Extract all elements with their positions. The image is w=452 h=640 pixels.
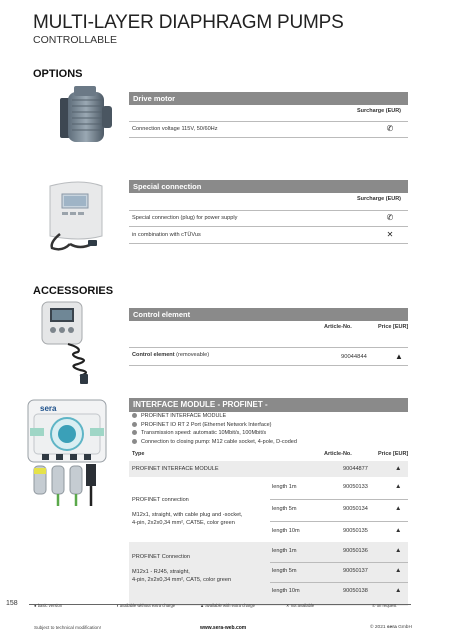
page-title: MULTI-LAYER DIAPHRAGM PUMPS [33,12,344,33]
divider [129,121,408,122]
bullet-icon [132,439,137,444]
divider [270,562,408,563]
extra-charge-icon: ▲ [395,352,403,361]
list-item: Connection to closing pump: M12 cable socket, 4-pole, D-coded [132,438,297,447]
extra-charge-icon: ▲ [395,527,402,534]
length-label: length 10m [272,588,300,594]
special-connection-row [129,228,408,242]
bullet-icon [132,413,137,418]
options-heading: OPTIONS [33,68,83,80]
extra-charge-icon: ▲ [395,505,402,512]
divider [270,499,408,500]
length-label: length 5m [272,568,297,574]
legend-on-request: ✆ on request [372,603,397,608]
divider [129,210,408,211]
divider [129,243,408,244]
page-subtitle: CONTROLLABLE [33,34,118,46]
drive-motor-row-label: Connection voltage 115V, 50/60Hz [132,126,218,132]
length-label: length 1m [272,548,297,554]
extra-charge-icon: ▲ [395,547,402,554]
cross-icon: ✕ [286,603,290,608]
interface-module-label: PROFINET INTERFACE MODULE [132,466,219,472]
group-desc: 4-pin, 2x2x0,34 mm², CAT5, color green [132,577,232,583]
special-connection-row-label: Special connection (plug) for power supply [132,215,238,221]
special-connection-bar: Special connection [129,180,408,193]
page-number: 158 [6,600,18,607]
article-number: 90050135 [343,528,368,534]
half-circle-icon: ◑ [116,603,119,608]
group-title: PROFINET connection [132,497,189,503]
list-item: PROFINET INTERFACE MODULE [132,412,297,421]
control-element-label: Control element (removeable) [132,352,210,358]
list-item: Transmission speed: automatic 10Mbit/s, 100Mbit/s [132,429,297,438]
divider [129,137,408,138]
length-label: length 10m [272,528,300,534]
legend-not-available: ✕ not available [286,603,315,608]
price-head: Price [EUR] [378,324,409,330]
legend-extra-charge: ▲ available with extra charge [200,603,255,608]
control-element-image [38,300,114,386]
article-number: 90050137 [343,568,368,574]
control-element-bar: Control element [129,308,408,321]
divider [270,582,408,583]
divider [129,347,408,348]
group-desc: M12x1, straight, with cable plug and -socket, [132,512,243,518]
type-head: Type [132,451,145,457]
device-logo-text: sera [40,404,57,413]
list-item: PROFINET IO RT 2 Port (Ethernet Network Interface) [132,421,297,430]
price-head: Price [EUR] [378,451,409,457]
special-connection-row-label: in combination with cTÜVus [132,232,201,238]
divider [129,365,408,366]
article-number: 90050133 [343,484,368,490]
extra-charge-icon: ▲ [395,587,402,594]
drive-motor-bar: Drive motor [129,92,408,105]
special-connection-row [129,211,408,225]
not-available-icon: ✕ [386,230,394,239]
footer-note: Subject to technical modification! [34,625,101,630]
drive-motor-surcharge-head: Surcharge (EUR) [357,108,402,114]
on-request-icon: ✆ [386,213,394,222]
bullet-icon [132,422,137,427]
extra-charge-icon: ▲ [395,483,402,490]
control-element-article: 90044844 [341,354,367,360]
profinet-connection-group [129,478,408,542]
footer-copyright: © 2021 sera GmbH [370,625,412,630]
accessories-heading: ACCESSORIES [33,285,114,297]
special-connection-image [40,178,118,254]
footer-url[interactable]: www.sera-web.com [200,625,247,631]
legend-basic: ● basic version [34,603,63,608]
interface-module-article: 90044877 [343,466,368,472]
group-title: PROFINET Connection [132,554,191,560]
group-desc: M12x1 - RJ45, straight, [132,569,190,575]
interface-module-image [26,398,110,508]
divider [129,226,408,227]
article-number: 90050138 [343,588,368,594]
on-request-icon: ✆ [386,124,394,133]
group-desc: 4-pin, 2x2x0,34 mm², CAT5E, color green [132,520,235,526]
article-no-head: Article-No. [324,324,352,330]
bullet-icon [132,430,137,435]
article-number: 90050134 [343,506,368,512]
extra-charge-icon: ▲ [395,567,402,574]
interface-module-bar: INTERFACE MODULE - PROFINET - [129,398,408,412]
divider [270,521,408,522]
control-element-row [129,348,408,364]
drive-motor-image [58,84,114,150]
article-number: 90050136 [343,548,368,554]
interface-module-row [129,461,408,477]
extra-charge-icon: ▲ [395,465,402,472]
triangle-icon: ▲ [200,603,205,608]
length-label: length 1m [272,484,297,490]
basic-version-icon: ● [34,603,37,608]
legend-no-charge: ◑ available without extra charge [116,603,176,608]
special-connection-surcharge-head: Surcharge (EUR) [357,196,402,202]
profinet-rj45-group [129,542,408,606]
length-label: length 5m [272,506,297,512]
drive-motor-row [129,122,408,136]
phone-icon: ✆ [372,603,376,608]
article-no-head: Article-No. [324,451,352,457]
interface-module-features [132,412,297,446]
